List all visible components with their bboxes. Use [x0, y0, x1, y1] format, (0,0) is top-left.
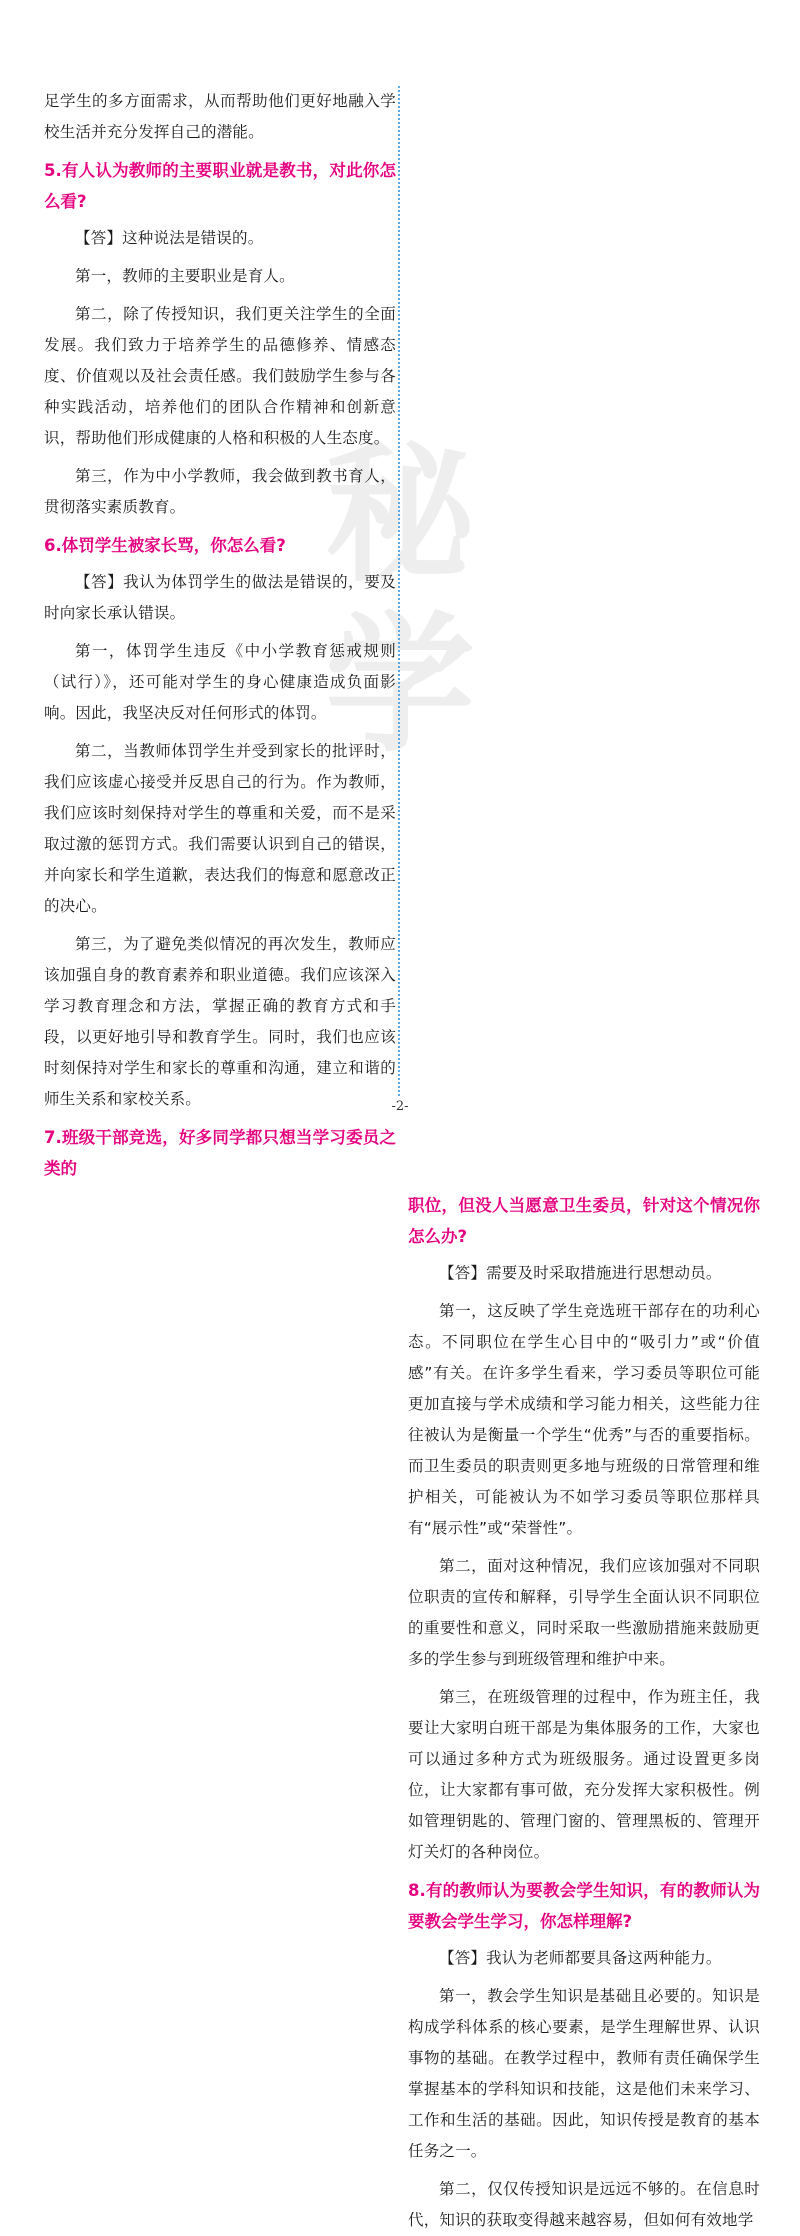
answer-7-point-1: 第一，这反映了学生竞选班干部存在的功利心态。不同职位在学生心目中的“吸引力”或“价值感”有关。在许多学生看来，学习委员等职位可能更加直接与学术成绩和学习能力相关，这些能力往往被认为是衡量一个学生“优秀”与否的重要指标。而卫生委员的职责则更多地与班级的日常管理和维护相关，可能被认为不如学习委员等职位那样具有“展示性”或“荣誉性”。 — [408, 1302, 760, 1537]
watermark-char-2: 学 — [324, 597, 475, 773]
answer-6-point-2: 第二，当教师体罚学生并受到家长的批评时，我们应该虚心接受并反思自己的行为。作为教师，我们应该时刻保持对学生的尊重和关爱，而不是采取过激的惩罚方式。我们需要认识到自己的错误，并向家长和学生道歉，表达我们的悔意和愿意改正的决心。 — [44, 742, 396, 915]
question-6-heading: 6.体罚学生被家长骂，你怎么看? — [44, 536, 286, 555]
watermark-char-1: 秘 — [324, 427, 475, 603]
answer-7-point-2: 第二，面对这种情况，我们应该加强对不同职位职责的宣传和解释，引导学生全面认识不同职位的重要性和意义，同时采取一些激励措施来鼓励更多的学生参与到班级管理和维护中来。 — [408, 1557, 760, 1668]
question-8-heading: 8.有的教师认为要教会学生知识，有的教师认为要教会学生学习，你怎样理解? — [408, 1881, 760, 1931]
answer-6-point-1: 第一，体罚学生违反《中小学教育惩戒规则（试行）》，还可能对学生的身心健康造成负面影响。因此，我坚决反对任何形式的体罚。 — [44, 642, 396, 722]
answer-7-point-3: 第三，在班级管理的过程中，作为班主任，我要让大家明白班干部是为集体服务的工作，大家也可以通过多种方式为班级服务。通过设置更多岗位，让大家都有事可做，充分发挥大家积极性。例如管理钥匙的、管理门窗的、管理黑板的、管理开灯关灯的各种岗位。 — [408, 1688, 760, 1861]
answer-6-point-3: 第三，为了避免类似情况的再次发生，教师应该加强自身的教育素养和职业道德。我们应该深入学习教育理念和方法，掌握正确的教育方式和手段，以更好地引导和教育学生。同时，我们也应该时刻保持对学生和家长的尊重和沟通，建立和谐的师生关系和家校关系。 — [44, 935, 396, 1108]
question-7-heading-end: 职位，但没人当愿意卫生委员，针对这个情况你怎么办? — [408, 1196, 760, 1246]
answer-8-summary: 【答】我认为老师都要具备这两种能力。 — [439, 1949, 722, 1967]
answer-5-summary: 【答】这种说法是错误的。 — [75, 229, 264, 247]
paragraph-continued: 足学生的多方面需求，从而帮助他们更好地融入学校生活并充分发挥自己的潜能。 — [44, 92, 396, 141]
answer-6-summary: 【答】我认为体罚学生的做法是错误的，要及时向家长承认错误。 — [44, 573, 396, 622]
answer-8-point-1: 第一，教会学生知识是基础且必要的。知识是构成学科体系的核心要素，是学生理解世界、认识事物的基础。在教学过程中，教师有责任确保学生掌握基本的学科知识和技能，这是他们未来学习、工作和生活的基础。因此，知识传授是教育的基本任务之一。 — [408, 1987, 760, 2160]
column-divider — [398, 86, 400, 1096]
answer-5-point-2: 第二，除了传授知识，我们更关注学生的全面发展。我们致力于培养学生的品德修养、情感态度、价值观以及社会责任感。我们鼓励学生参与各种实践活动，培养他们的团队合作精神和创新意识，帮助他们形成健康的人格和积极的人生态度。 — [44, 305, 396, 447]
answer-8-point-2: 第二，仅仅传授知识是远远不够的。在信息时代，知识的获取变得越来越容易，但如何有效地学 — [408, 2180, 760, 2229]
question-7-heading-start: 7.班级干部竞选，好多同学都只想当学习委员之类的 — [44, 1128, 396, 1178]
answer-5-point-1: 第一，教师的主要职业是育人。 — [75, 267, 295, 285]
answer-7-summary: 【答】需要及时采取措施进行思想动员。 — [439, 1264, 722, 1282]
page-number: -2- — [391, 1099, 409, 1114]
answer-5-point-3: 第三，作为中小学教师，我会做到教书育人，贯彻落实素质教育。 — [44, 467, 396, 516]
left-column — [44, 86, 396, 1184]
question-5-heading: 5.有人认为教师的主要职业就是教书，对此你怎么看? — [44, 161, 396, 211]
right-column — [408, 1190, 760, 2236]
